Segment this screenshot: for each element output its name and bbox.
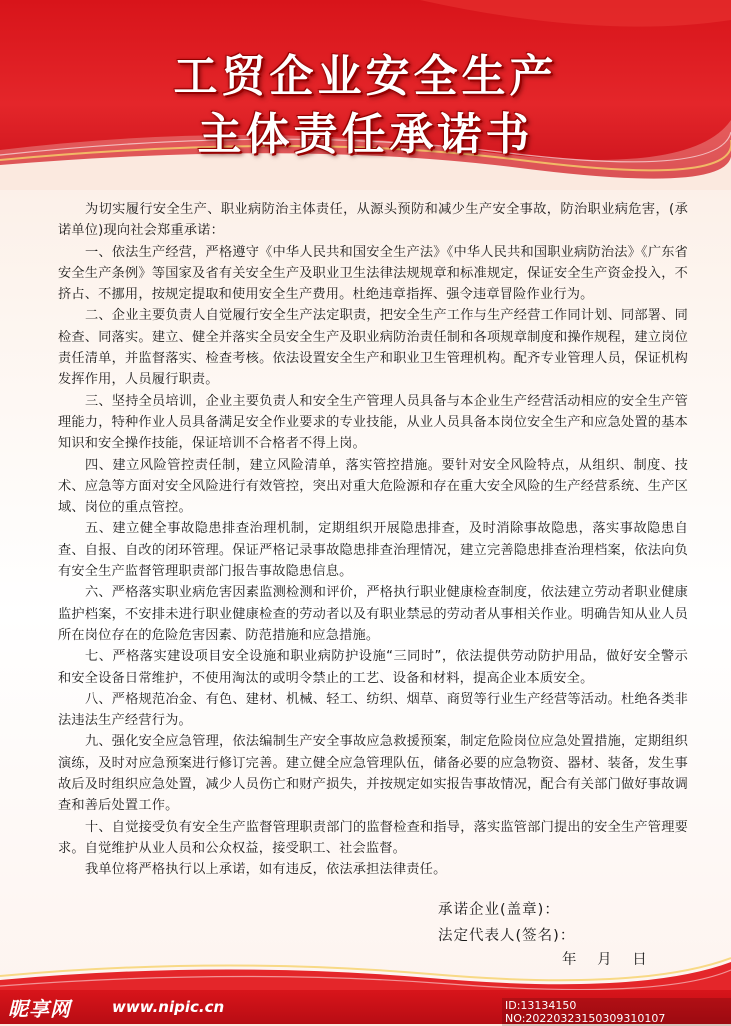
clause-10: 十、自觉接受负有安全生产监督管理职责部门的监督检查和指导，落实监管部门提出的安全生产管理要求。自觉维护从业人员和公众权益，接受职工、社会监督。 bbox=[58, 819, 688, 856]
watermark-logo: 昵享网 bbox=[8, 997, 71, 1021]
watermark-id: ID:13134150 NO:20220323150309310107 bbox=[502, 998, 731, 1026]
page-title-line2: 主体责任承诺书 bbox=[197, 109, 534, 160]
page-title-line1: 工贸企业安全生产 bbox=[173, 51, 558, 102]
clause-6: 六、严格落实职业病危害因素监测检测和评价，严格执行职业健康检查制度，依法建立劳动者职业健康监护档案，不安排未进行职业健康检查的劳动者以及有职业禁忌的劳动者从事相关作业。明确告知从业人员所在岗位存在的危险危害因素、防范措施和应急措施。 bbox=[58, 585, 688, 643]
clause-2: 二、企业主要负责人自觉履行安全生产法定职责，把安全生产工作与生产经营工作同计划、同部署、同检查、同落实。建立、健全并落实全员安全生产及职业病防治责任制和各项规章制度和操作规程，建立岗位责任清单，并监督落实、检查考核。依法设置安全生产和职业卫生管理机构。配齐专业管理人员，保证机构发挥作用，人员履行职责。 bbox=[58, 308, 688, 388]
clause-5: 五、建立健全事故隐患排查治理机制，定期组织开展隐患排查，及时消除事故隐患，落实事故隐患自查、自报、自改的闭环管理。保证严格记录事故隐患排查治理情况，建立完善隐患排查治理档案，依法向负有安全生产监督管理职责部门报告事故隐患信息。 bbox=[58, 521, 688, 580]
watermark-url: www.nipic.cn bbox=[112, 998, 225, 1016]
clause-7: 七、严格落实建设项目安全设施和职业病防护设施“三同时”，依法提供劳动防护用品，做好安全警示和安全设备日常维护，不使用淘汰的或明令禁止的工艺、设备和材料，提高企业本质安全。 bbox=[58, 649, 688, 686]
header-banner bbox=[0, 0, 731, 190]
clause-4: 四、建立风险管控责任制，建立风险清单，落实管控措施。要针对安全风险特点，从组织、制度、技术、应急等方面对安全风险进行有效管控，突出对重大危险源和存在重大安全风险的生产经营系统、生产区域、岗位的重点管控。 bbox=[58, 457, 688, 516]
signature-legal-rep-label: 法定代表人(签名)： bbox=[438, 928, 576, 944]
intro-paragraph: 为切实履行安全生产、职业病防治主体责任，从源头预防和减少生产安全事故，防治职业病危害，(承诺单位)现向社会郑重承诺： bbox=[58, 202, 688, 239]
closing-statement: 我单位将严格执行以上承诺，如有违反，依法承担法律责任。 bbox=[85, 862, 447, 878]
clause-1: 一、依法生产经营，严格遵守《中华人民共和国安全生产法》《中华人民共和国职业病防治法》《广东省安全生产条例》等国家及省有关安全生产及职业卫生法律法规规章和标准规定，保证安全生产资金投入，不挤占、不挪用，按规定提取和使用安全生产费用。杜绝违章指挥、强令违章冒险作业行为。 bbox=[58, 244, 688, 303]
clause-9: 九、强化安全应急管理，依法编制生产安全事故应急救援预案，制定危险岗位应急处置措施，定期组织演练，及时对应急预案进行修订完善。建立健全应急管理队伍，储备必要的应急物资、器材、装备，发生事故后及时组织应急处置，减少人员伤亡和财产损失，并按规定如实报告事故情况，配合有关部门做好事故调查和善后处置工作。 bbox=[58, 734, 688, 814]
clause-8: 八、严格规范冶金、有色、建材、机械、轻工、纺织、烟草、商贸等行业生产经营等活动。杜绝各类非法违法生产经营行为。 bbox=[58, 691, 688, 729]
signature-company-label: 承诺企业(盖章)： bbox=[438, 902, 560, 918]
clause-3: 三、坚持全员培训，企业主要负责人和安全生产管理人员具备与本企业生产经营活动相应的安全生产管理能力，特种作业人员具备满足安全作业要求的专业技能，从业人员具备本岗位安全生产和应急处置的基本知识和安全操作技能，保证培训不合格者不得上岗。 bbox=[58, 393, 688, 452]
commitment-body bbox=[58, 199, 688, 881]
signature-date-label: 年 月 日 bbox=[562, 952, 648, 968]
